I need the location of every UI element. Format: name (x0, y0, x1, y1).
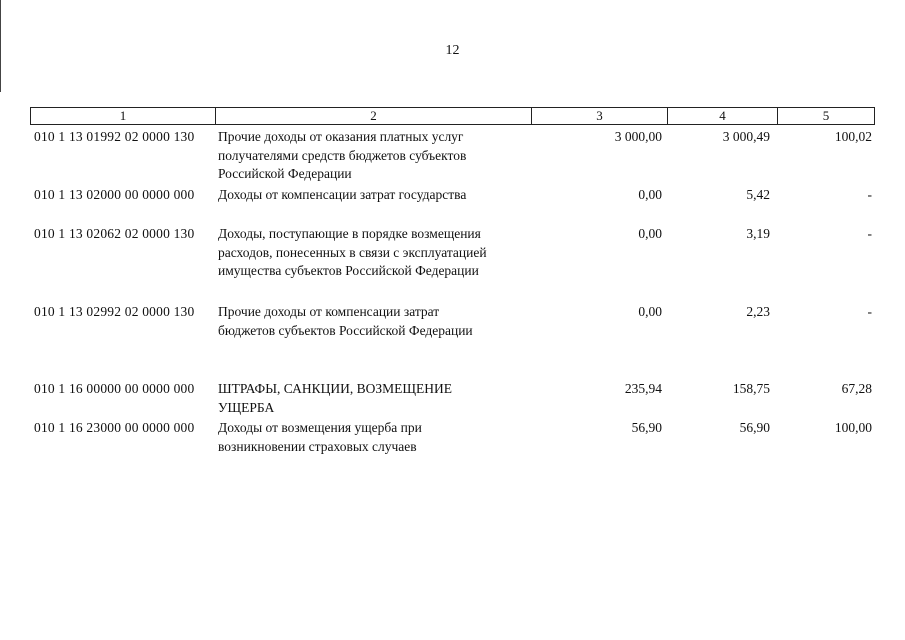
value-col-3: 0,00 (638, 187, 662, 202)
value-col-5: 100,02 (834, 129, 872, 144)
value-col-3: 235,94 (624, 381, 662, 396)
row-description (218, 186, 528, 205)
description-line: получателями средств бюджетов субъектов (218, 147, 467, 163)
value-col-5: - (867, 187, 872, 202)
header-col-5: 5 (777, 108, 874, 124)
row-code: 010 1 16 00000 00 0000 000 (34, 381, 195, 396)
value-col-4: 56,90 (739, 420, 770, 435)
value-col-5: - (867, 304, 872, 319)
row-code: 010 1 13 01992 02 0000 130 (34, 129, 195, 144)
description-line: Прочие доходы от компенсации затрат (218, 304, 440, 319)
value-col-5: - (867, 226, 872, 241)
header-col-2: 2 (215, 108, 531, 124)
value-col-4: 158,75 (732, 381, 770, 396)
value-col-3: 3 000,00 (614, 129, 662, 144)
row-code: 010 1 16 23000 00 0000 000 (34, 420, 195, 435)
row-code: 010 1 13 02000 00 0000 000 (34, 187, 195, 202)
description-line: Прочие доходы от оказания платных услуг (218, 129, 464, 144)
value-col-3: 0,00 (638, 304, 662, 319)
row-code: 010 1 13 02062 02 0000 130 (34, 226, 195, 241)
value-col-4: 3 000,49 (722, 129, 770, 144)
description-line: УЩЕРБА (218, 399, 275, 415)
description-line: бюджетов субъектов Российской Федерации (218, 322, 473, 338)
value-col-5: 100,00 (834, 420, 872, 435)
page-number: 12 (445, 43, 460, 58)
row-description (218, 419, 528, 456)
row-code: 010 1 13 02992 02 0000 130 (34, 304, 195, 319)
value-col-4: 2,23 (746, 304, 770, 319)
description-line: ШТРАФЫ, САНКЦИИ, ВОЗМЕЩЕНИЕ (218, 381, 452, 396)
description-line: Доходы от возмещения ущерба при (218, 420, 422, 435)
header-col-3: 3 (531, 108, 667, 124)
description-line: Доходы от компенсации затрат государства (218, 187, 467, 202)
header-col-1: 1 (119, 108, 127, 123)
row-description (218, 303, 528, 340)
header-col-4: 4 (667, 108, 777, 124)
value-col-4: 5,42 (746, 187, 770, 202)
description-line: Доходы, поступающие в порядке возмещения (218, 226, 481, 241)
value-col-3: 0,00 (638, 226, 662, 241)
value-col-3: 56,90 (631, 420, 662, 435)
value-col-4: 3,19 (746, 226, 770, 241)
table-header (30, 107, 875, 125)
description-line: Российской Федерации (218, 166, 352, 181)
row-description (218, 225, 528, 281)
row-description (218, 128, 528, 184)
description-line: расходов, понесенных в связи с эксплуатацией (218, 244, 487, 260)
description-line: имущества субъектов Российской Федерации (218, 263, 479, 278)
description-line: возникновении страховых случаев (218, 438, 417, 454)
row-description (218, 380, 528, 417)
value-col-5: 67,28 (841, 381, 872, 396)
